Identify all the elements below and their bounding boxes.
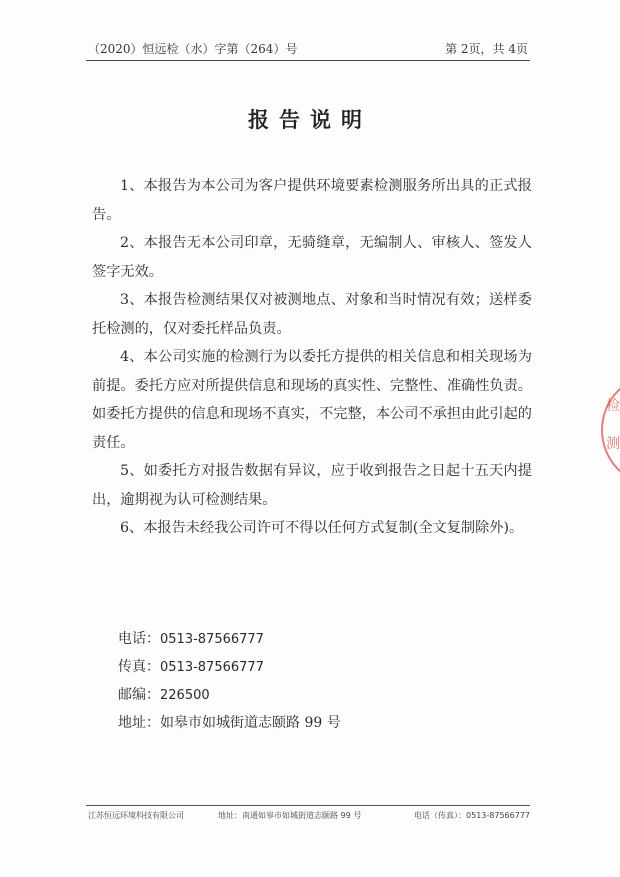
postcode-label: 邮编： bbox=[118, 687, 160, 703]
note-paragraph-5: 5、如委托方对报告数据有异议，应于收到报告之日起十五天内提出，逾期视为认可检测结果。 bbox=[92, 463, 532, 508]
note-paragraph-2: 2、本报告无本公司印章，无骑缝章，无编制人、审核人、签发人签字无效。 bbox=[92, 235, 532, 280]
note-paragraph-1: 1、本报告为本公司为客户提供环境要素检测服务所出具的正式报告。 bbox=[92, 178, 532, 223]
footer-divider bbox=[86, 805, 530, 806]
svg-text:测: 测 bbox=[606, 436, 620, 452]
address-value: 如皋市如城街道志颐路 99 号 bbox=[160, 715, 341, 731]
address-label: 地址： bbox=[118, 715, 160, 731]
page-header bbox=[88, 40, 528, 62]
report-number: （2020）恒远检（水）字第（264）号 bbox=[88, 42, 298, 56]
page-indicator: 第 2页，共 4页 bbox=[445, 42, 528, 56]
phone-value: 0513-87566777 bbox=[160, 632, 264, 647]
postcode-row bbox=[118, 681, 341, 709]
seal-ring bbox=[602, 374, 620, 486]
seal-stamp-edge bbox=[598, 370, 620, 490]
fax-row bbox=[118, 653, 341, 681]
fax-value: 0513-87566777 bbox=[160, 660, 264, 675]
footer-phone: 电话（传真）：0513-87566777 bbox=[414, 811, 530, 820]
fax-label: 传真： bbox=[118, 659, 160, 675]
phone-row bbox=[118, 625, 341, 653]
address-row bbox=[118, 709, 341, 737]
header-divider bbox=[86, 60, 530, 61]
footer-company: 江苏恒远环境科技有限公司 bbox=[88, 811, 184, 820]
postcode-value: 226500 bbox=[160, 688, 210, 703]
footer-address: 地址：南通如皋市如城街道志颐路 99 号 bbox=[218, 811, 362, 820]
note-paragraph-4: 4、本公司实施的检测行为以委托方提供的相关信息和相关现场为前提。委托方应对所提供信息和现场的真实性、完整性、准确性负责。如委托方提供的信息和现场不真实，不完整，本公司不承担由此引起的责任。 bbox=[92, 349, 532, 451]
contact-info bbox=[118, 625, 341, 737]
seal-text: 检 bbox=[606, 398, 620, 414]
note-paragraph-6: 6、本报告未经我公司许可不得以任何方式复制(全文复制除外)。 bbox=[120, 520, 524, 536]
page-title: 报告说明 bbox=[248, 107, 372, 132]
report-notes bbox=[92, 172, 532, 543]
note-paragraph-3: 3、本报告检测结果仅对被测地点、对象和当时情况有效；送样委托检测的，仅对委托样品负责。 bbox=[92, 292, 532, 337]
phone-label: 电话： bbox=[118, 631, 160, 647]
